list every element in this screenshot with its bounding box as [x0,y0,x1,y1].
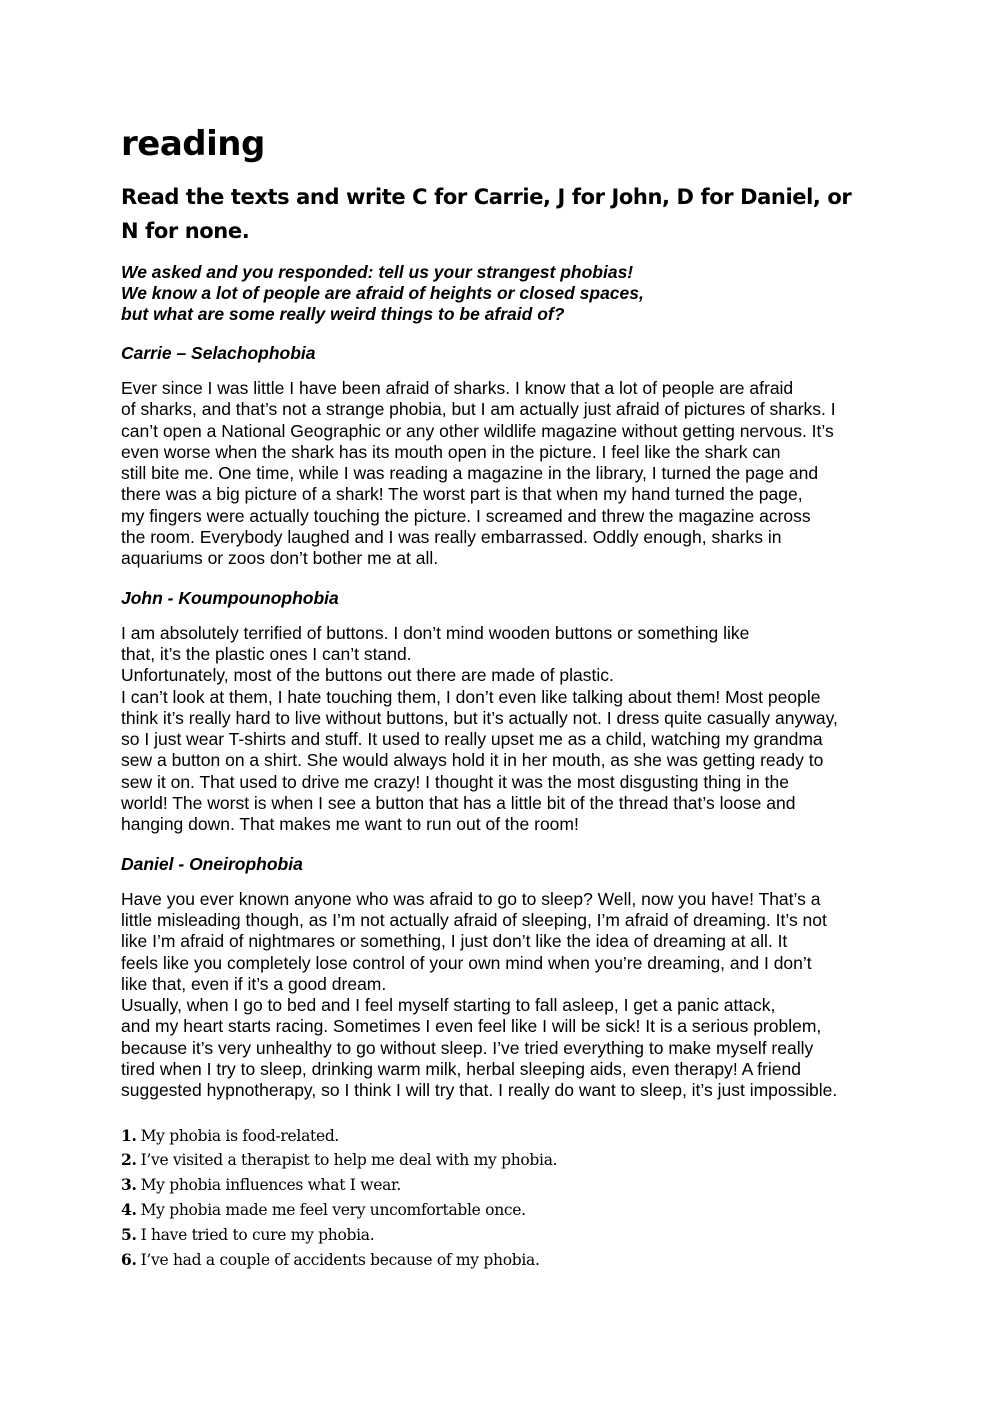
question-item [121,1223,891,1248]
question-number: 3. [121,1175,137,1195]
section-heading-daniel: Daniel - Oneirophobia [121,853,303,874]
page-title: reading [121,124,265,164]
intro-line: We know a lot of people are afraid of heights or closed spaces, [121,283,644,303]
question-text: My phobia is food-related. [140,1126,340,1145]
question-list [121,1124,891,1273]
worksheet-page [121,122,891,1272]
section-carrie [121,343,891,570]
question-item [121,1173,891,1198]
intro-line: We asked and you responded: tell us your strangest phobias! [121,262,634,282]
section-heading-john: John - Koumpounophobia [121,587,339,608]
question-text: My phobia made me feel very uncomfortable once. [140,1201,526,1219]
intro-block [121,262,891,325]
question-text: I have tried to cure my phobia. [140,1225,375,1244]
question-item [121,1124,891,1149]
section-text-daniel: Have you ever known anyone who was afraid to go to sleep? Well, now you have! That’s a little misleading though, as I’m not actually afraid of sleeping, I’m afraid of dreaming. It’s not like I’m afraid of nightmares or something, I just don’t like the idea of dreaming at all. It feels like you completely lose control of your own mind when you’re dreaming, and I don’t like that, even if it’s a good dream. Usually, when I go to bed and I feel myself starting to fall asleep, I get a panic attack, and my heart starts racing. Sometimes I even feel like I will be sick! It is a serious problem, because it’s very unhealthy to go without sleep. I’ve tried everything to make myself really tired when I try to sleep, drinking warm milk, herbal sleeping aids, even therapy! A friend suggested hypnotherapy, so I think I will try that. I really do want to sleep, it’s just impossible. [121,888,838,1101]
section-john [121,588,891,836]
question-item [121,1248,891,1273]
question-number: 5. [121,1224,137,1244]
question-number: 4. [121,1200,137,1219]
question-item [121,1198,891,1223]
instruction-heading: Read the texts and write C for Carrie, J for John, D for Daniel, or N for none. [121,185,852,243]
question-text: My phobia influences what I wear. [140,1176,402,1195]
question-number: 2. [121,1150,137,1170]
question-item [121,1148,891,1173]
section-heading-carrie: Carrie – Selachophobia [121,343,316,363]
section-text-carrie: Ever since I was little I have been afraid of sharks. I know that a lot of people are afraid of sharks, and that’s not a strange phobia, but I am actually just afraid of pictures of sharks. I can’t open a National Geographic or any other wildlife magazine without getting nervous. It’s even worse when the shark has its mouth open in the picture. I feel like the shark can still bite me. One time, while I was reading a magazine in the library, I turned the page and there was a big picture of a shark! The worst part is that when my hand turned the page, my fingers were actually touching the picture. I screamed and threw the magazine across the room. Everybody laughed and I was really embarrassed. Oddly enough, sharks in aquariums or zoos don’t bother me at all. [121,378,836,569]
question-text: I’ve visited a therapist to help me deal with my phobia. [140,1151,558,1170]
intro-line: but what are some really weird things to be afraid of? [121,304,565,324]
question-number: 1. [121,1125,137,1145]
question-number: 6. [121,1249,137,1269]
question-text: I’ve had a couple of accidents because of my phobia. [140,1250,540,1269]
section-daniel [121,854,891,1102]
section-text-john: I am absolutely terrified of buttons. I don’t mind wooden buttons or something like that, it’s the plastic ones I can’t stand. Unfortunately, most of the buttons out there are made of plastic. I can’t look at them, I hate touching them, I don’t even like talking about them! Most people think it’s really hard to live without buttons, but it’s actually not. I dress quite casually anyway, so I just wear T-shirts and stuff. It used to really upset me as a child, watching my grandma sew a button on a shirt. She would always hold it in her mouth, as she was getting ready to sew it on. That used to drive me crazy! I thought it was the most disgusting thing in the world! The worst is when I see a button that has a little bit of the thread that’s loose and hanging down. That makes me want to run out of the room! [121,622,838,835]
